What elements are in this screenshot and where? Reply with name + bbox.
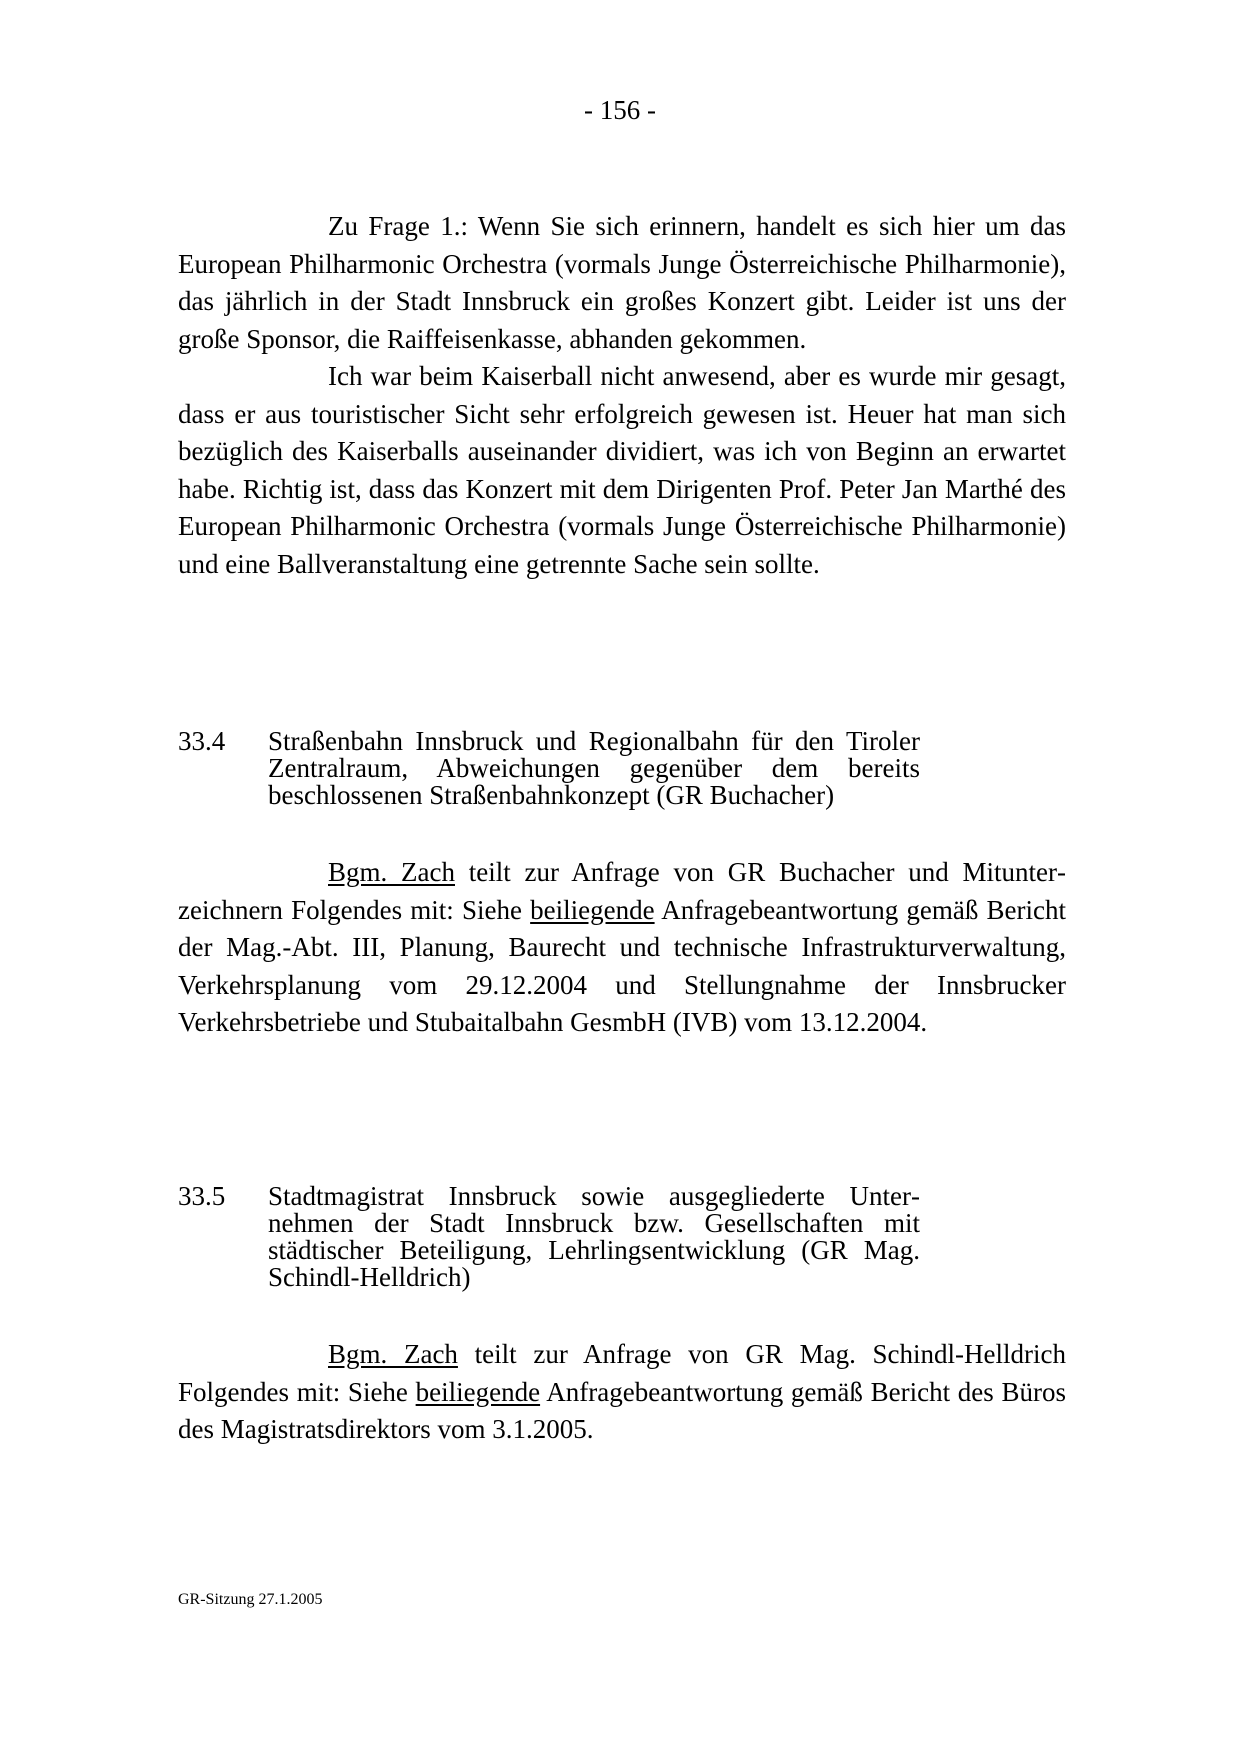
speaker-name: Bgm. Zach bbox=[328, 857, 455, 887]
answer-paragraph-2: Ich war beim Kaiserball nicht anwesend, aber es wurde mir gesagt, dass er aus touristischer Sicht sehr erfolgreich gewesen ist. Heuer hat man sich bezüglich des Kaiserballs auseinander dividiert, was ich von Beginn an erwartet habe. Richtig ist, dass das Konzert mit dem Dirigenten Prof. Peter Jan Marthé des European Philharmonic Orchestra (vormals Junge Österreichische Philharmonie) und eine Ballveranstaltung eine getrennte Sache sein sollte. bbox=[178, 361, 1066, 579]
agenda-item-33-5 bbox=[178, 1183, 938, 1291]
response-block-33-5 bbox=[178, 1336, 1066, 1449]
response-text-part: Anfragebeantwortung gemäß Bericht der Mag.-Abt. III, Planung, Baurecht und technische Infrastrukturverwaltung, Verkehrsplanung vom 29.12.2004 und Stellungnahme der Innsbrucker Verkehrsbetriebe und Stubaitalbahn GesmbH (IVB) vom 13.12.2004. bbox=[178, 894, 1066, 1037]
response-text-part: teilt zur Anfrage von GR Mag. Schindl-Helldrich Folgendes mit: Siehe bbox=[178, 1339, 1066, 1407]
agenda-item-number: 33.5 bbox=[178, 1181, 226, 1211]
agenda-item-title: Stadtmagistrat Innsbruck sowie ausgegliederte Unternehmen der Stadt Innsbruck bzw. Gesellschaften mit städtischer Beteiligung, Lehrlingsentwicklung (GR Mag. Schindl-Helldrich) bbox=[268, 1181, 920, 1292]
response-text-part: teilt zur Anfrage von GR Buchacher und Mitunterzeichnern Folgendes mit: Siehe bbox=[178, 857, 1066, 925]
response-text-part: Anfragebeantwortung gemäß Bericht des Büros des Magistratsdirektors vom 3.1.2005. bbox=[178, 1376, 1067, 1444]
footer-session-date: GR-Sitzung 27.1.2005 bbox=[178, 1591, 323, 1608]
attachment-reference: beiliegende bbox=[415, 1376, 541, 1407]
agenda-item-33-4 bbox=[178, 728, 938, 809]
attachment-reference: beiliegende bbox=[530, 894, 655, 925]
agenda-item-number: 33.4 bbox=[178, 726, 226, 756]
answer-paragraph-1: Zu Frage 1.: Wenn Sie sich erinnern, handelt es sich hier um das European Philharmonic Orchestra (vormals Junge Österreichische Philharmonie), das jährlich in der Stadt Innsbruck ein großes Konzert gibt. Leider ist uns der große Sponsor, die Raiffeisenkasse, abhanden gekommen. bbox=[178, 211, 1066, 354]
agenda-item-title: Straßenbahn Innsbruck und Regionalbahn für den Tiroler Zentralraum, Abweichungen gegenüber dem bereits beschlossenen Straßenbahnkonzept (GR Buchacher) bbox=[268, 726, 920, 810]
response-paragraph bbox=[178, 1336, 1066, 1449]
response-block-33-4 bbox=[178, 854, 1066, 1042]
page-number: - 156 - bbox=[584, 95, 656, 125]
response-paragraph bbox=[178, 854, 1066, 1042]
answer-block bbox=[178, 208, 1066, 583]
speaker-name: Bgm. Zach bbox=[328, 1339, 458, 1369]
